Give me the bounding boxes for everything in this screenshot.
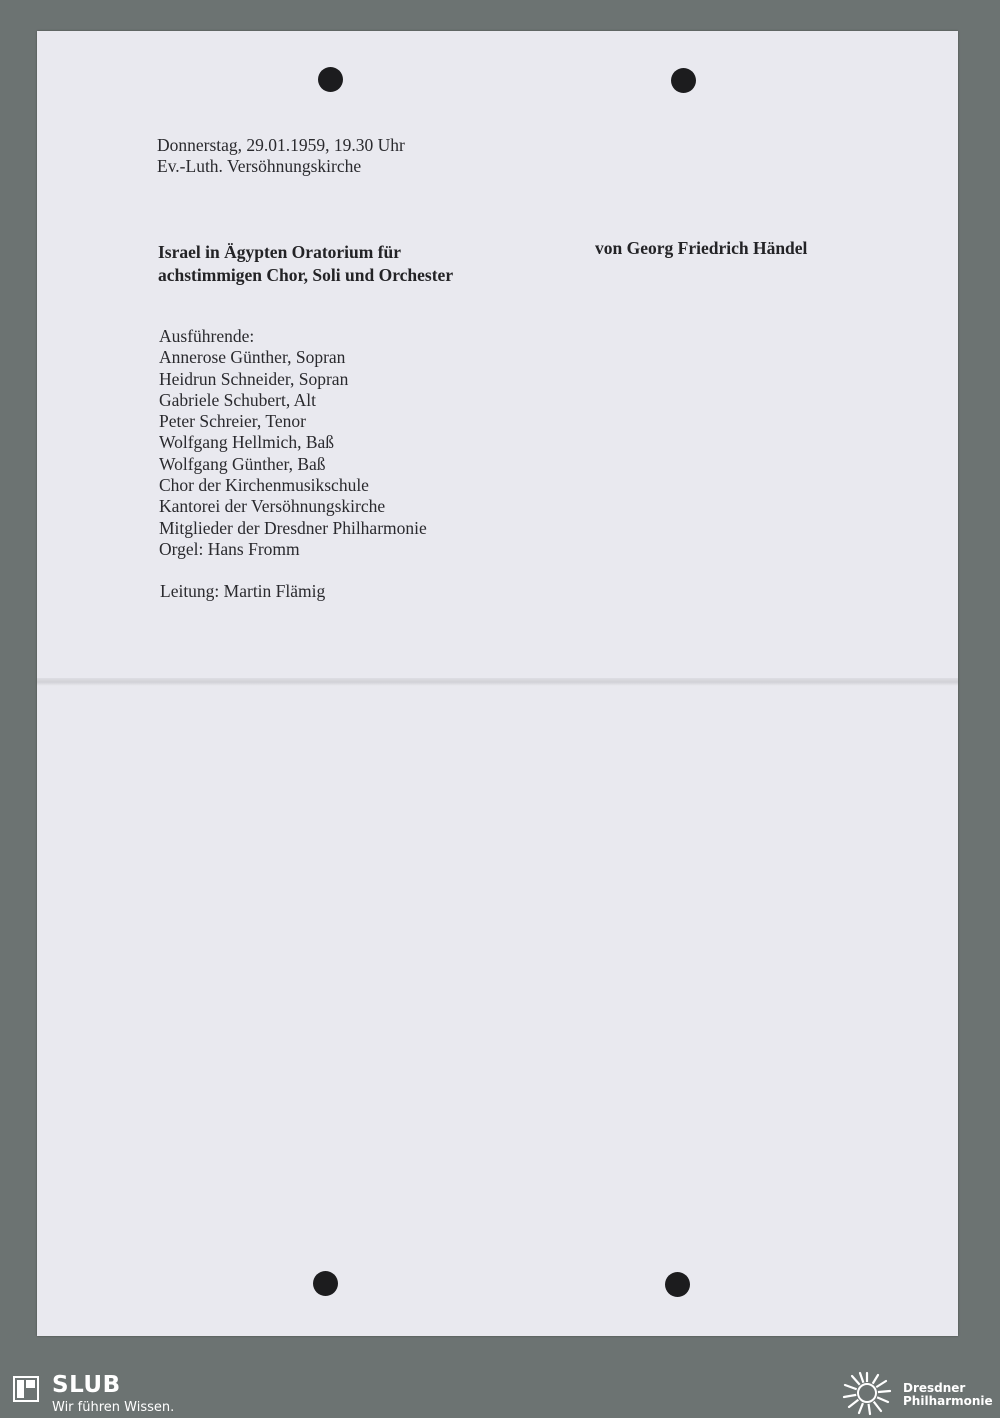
punch-hole-top-right <box>671 68 696 93</box>
punch-hole-bottom-right <box>665 1272 690 1297</box>
performer-item: Annerose Günther, Sopran <box>159 347 346 368</box>
slub-slogan: Wir führen Wissen. <box>52 1400 175 1415</box>
composer: von Georg Friedrich Händel <box>595 238 808 258</box>
concert-date: Donnerstag, 29.01.1959, 19.30 Uhr <box>157 135 405 155</box>
fold-line <box>37 678 958 686</box>
performer-item: Kantorei der Versöhnungskirche <box>159 496 386 517</box>
performers-heading: Ausführende: <box>159 326 255 346</box>
footer-bar <box>0 1368 1000 1418</box>
phil-name-line-2: Philharmonie <box>903 1394 993 1408</box>
dresdner-philharmonie-name <box>903 1382 993 1408</box>
work-title <box>158 241 453 287</box>
paper-sheet <box>37 31 958 1336</box>
slub-name: SLUB <box>52 1372 121 1398</box>
punch-hole-top-left <box>318 67 343 92</box>
phil-name-line-1: Dresdner <box>903 1381 966 1395</box>
dresdner-philharmonie-logo-icon <box>840 1370 894 1416</box>
work-title-line-2: achstimmigen Chor, Soli und Orchester <box>158 265 454 285</box>
performer-item: Wolfgang Hellmich, Baß <box>159 432 335 453</box>
performer-item: Wolfgang Günther, Baß <box>159 453 326 474</box>
performer-item: Gabriele Schubert, Alt <box>159 389 316 410</box>
performer-item: Heidrun Schneider, Sopran <box>159 368 349 389</box>
performer-item: Chor der Kirchenmusikschule <box>159 475 369 496</box>
punch-hole-bottom-left <box>313 1271 338 1296</box>
performer-item: Peter Schreier, Tenor <box>159 411 306 432</box>
work-title-line-1: Israel in Ägypten Oratorium für <box>158 242 402 262</box>
slub-logo-icon <box>12 1375 40 1403</box>
performer-item: Mitglieder der Dresdner Philharmonie <box>159 517 427 538</box>
conductor: Leitung: Martin Flämig <box>160 581 326 601</box>
concert-venue: Ev.-Luth. Versöhnungskirche <box>157 156 362 176</box>
performers-list <box>159 326 427 560</box>
performer-item: Orgel: Hans Fromm <box>159 538 300 559</box>
